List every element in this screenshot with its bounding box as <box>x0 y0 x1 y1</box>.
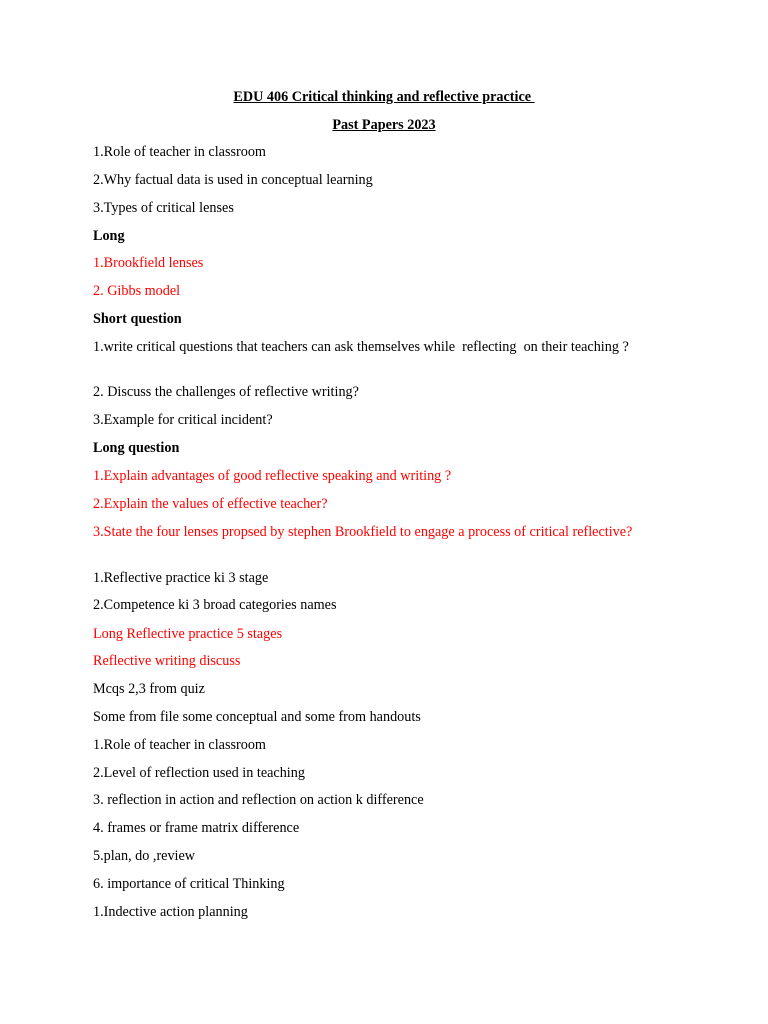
section-heading-long-question: Long question <box>93 440 180 456</box>
question-line: 1.Role of teacher in classroom <box>93 737 266 753</box>
question-line: 2.Level of reflection used in teaching <box>93 765 305 781</box>
document-title: EDU 406 Critical thinking and reflective practice <box>233 89 535 105</box>
highlighted-question-line: 3.State the four lenses propsed by stephen Brookfield to engage a process of critical reflective? <box>93 524 633 540</box>
highlighted-question-line: 2.Explain the values of effective teacher? <box>93 496 328 512</box>
question-line: Some from file some conceptual and some from handouts <box>93 709 421 725</box>
question-line: 2. Discuss the challenges of reflective writing? <box>93 384 359 400</box>
section-heading-long: Long <box>93 228 125 244</box>
highlighted-question-line: Reflective writing discuss <box>93 653 241 669</box>
question-line: 5.plan, do ,review <box>93 848 196 864</box>
question-line: 4. frames or frame matrix difference <box>93 820 300 836</box>
question-line: 1.Role of teacher in classroom <box>93 144 266 160</box>
question-line: 6. importance of critical Thinking <box>93 876 285 892</box>
highlighted-question-line: 2. Gibbs model <box>93 283 181 299</box>
question-line: 1.Indective action planning <box>93 904 248 920</box>
question-line: 1.Reflective practice ki 3 stage <box>93 570 269 586</box>
question-line: Mcqs 2,3 from quiz <box>93 681 205 697</box>
question-line: 2.Why factual data is used in conceptual learning <box>93 172 373 188</box>
document-subtitle: Past Papers 2023 <box>332 117 436 133</box>
question-line: 1.write critical questions that teachers can ask themselves while reflecting on their teaching ? <box>93 339 629 355</box>
question-line: 3.Example for critical incident? <box>93 412 273 428</box>
highlighted-question-line: 1.Explain advantages of good reflective speaking and writing ? <box>93 468 452 484</box>
question-line: 3. reflection in action and reflection on action k difference <box>93 792 424 808</box>
question-line: 2.Competence ki 3 broad categories names <box>93 597 337 613</box>
highlighted-question-line: Long Reflective practice 5 stages <box>93 626 283 642</box>
section-heading-short-question: Short question <box>93 311 182 327</box>
highlighted-question-line: 1.Brookfield lenses <box>93 255 204 271</box>
question-line: 3.Types of critical lenses <box>93 200 234 216</box>
